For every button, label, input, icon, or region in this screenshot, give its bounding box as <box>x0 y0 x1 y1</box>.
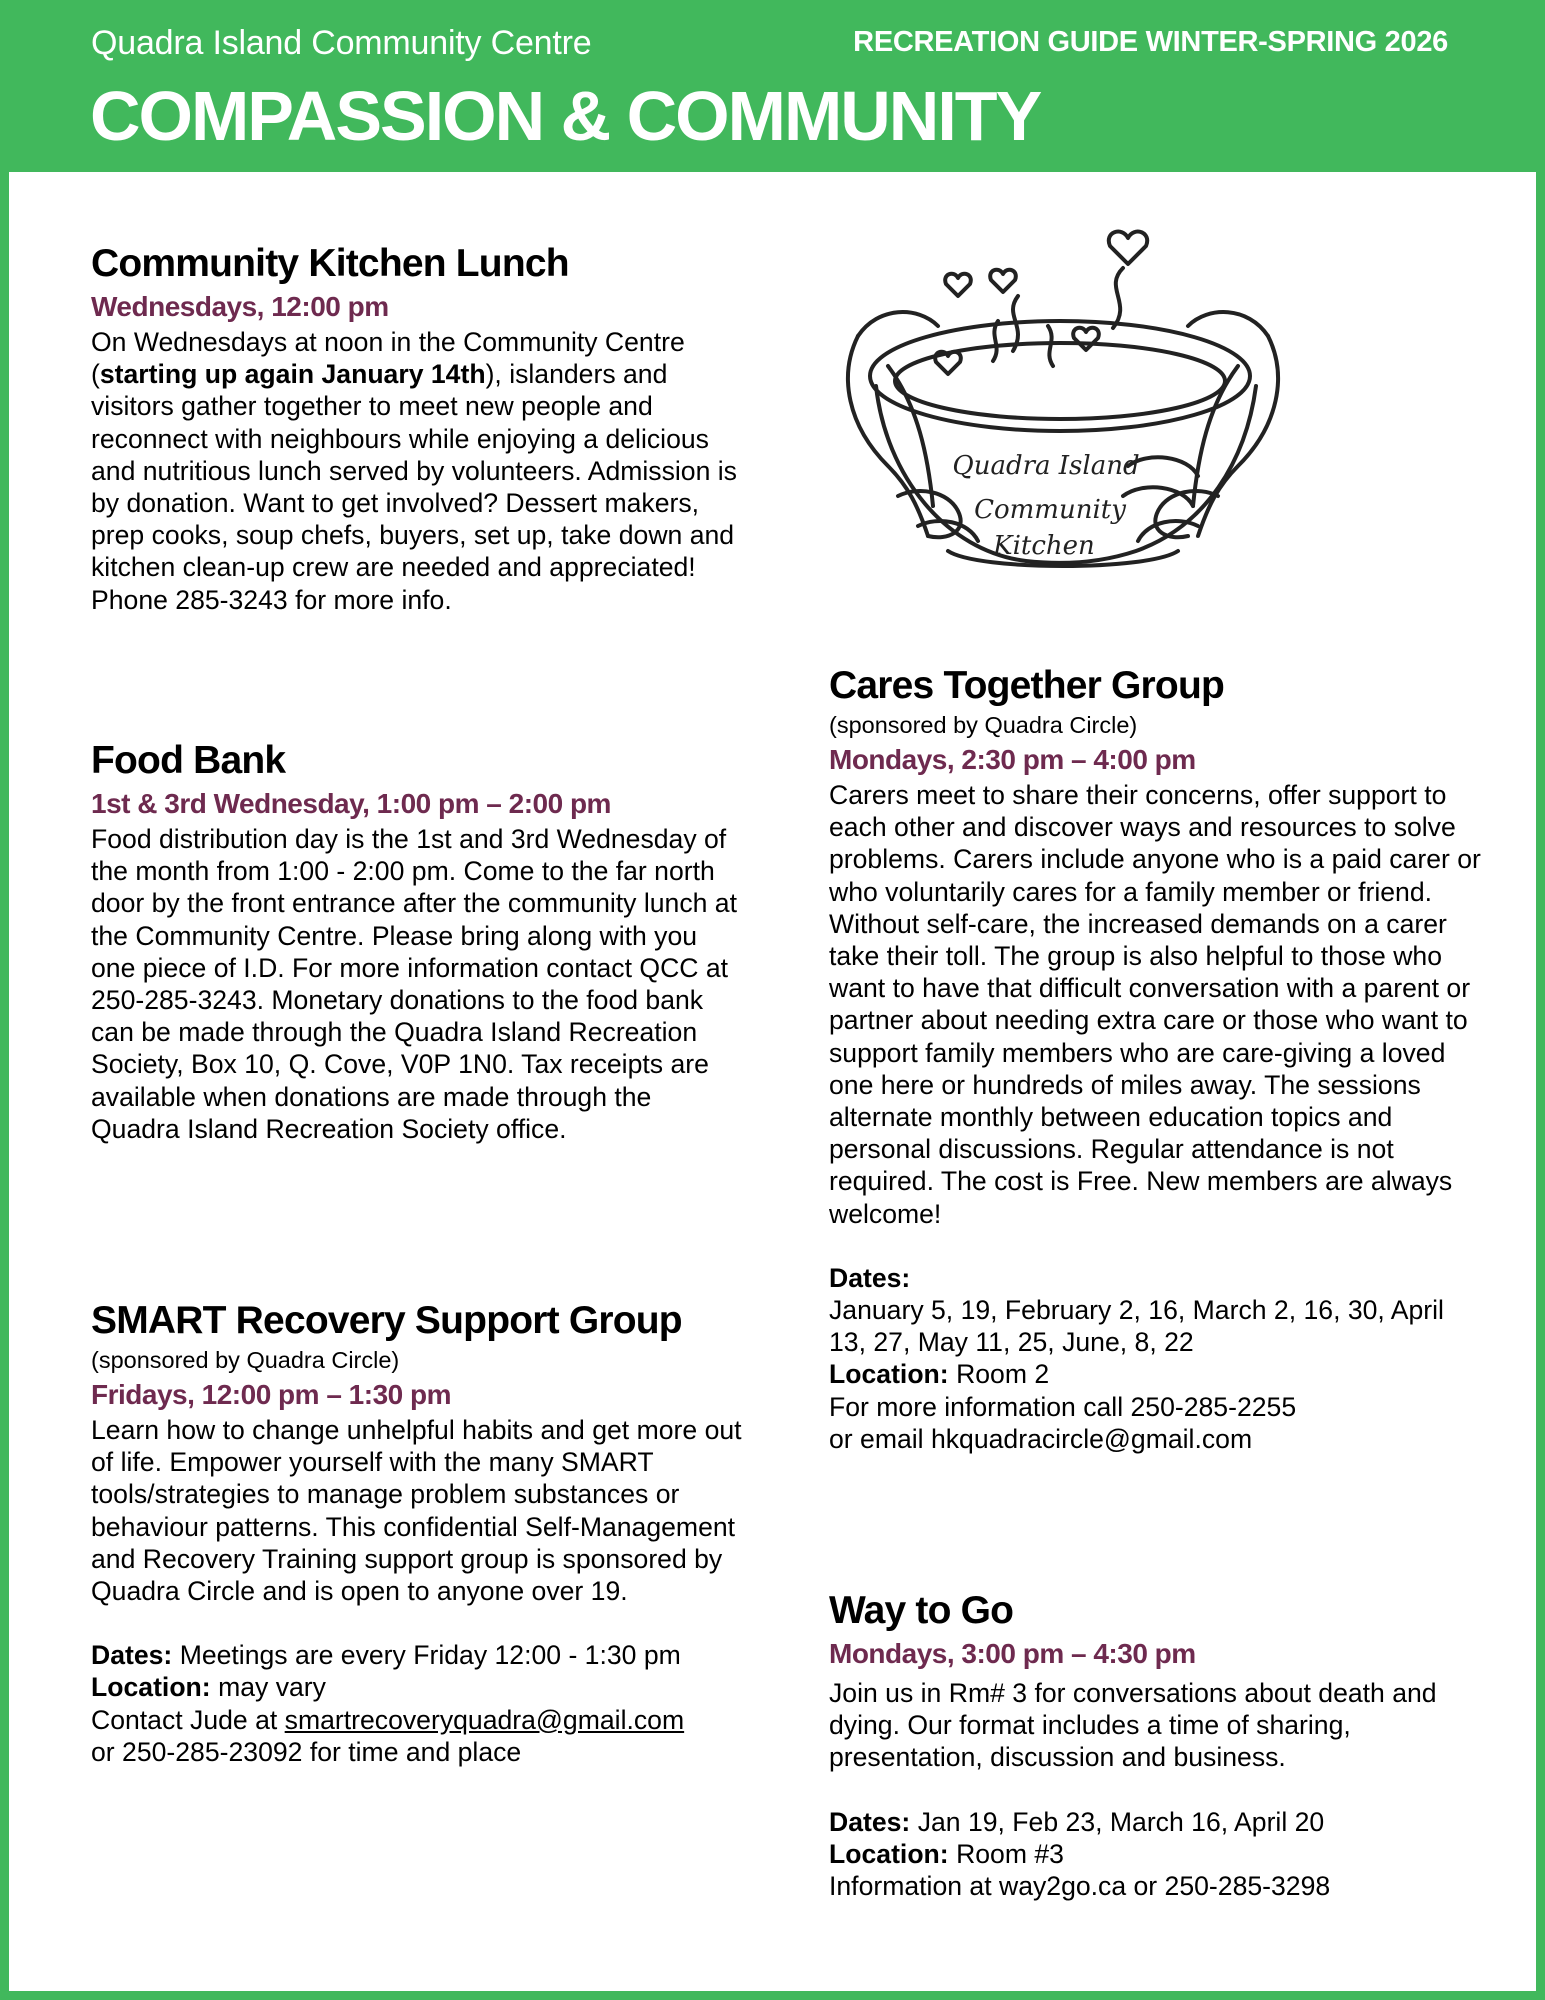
waytogo-section <box>829 1587 1489 1902</box>
kitchen-description: On Wednesdays at noon in the Community Centre (starting up again January 14th), islanders and visitors gather together to meet new people and reconnect with neighbours while enjoying a delicious and nutritious lunch served by volunteers. Admission is by donation. Want to get involved? Dessert makers, prep cooks, soup chefs, buyers, set up, take down and kitchen clean-up crew are needed and appreciated! Phone 285-3243 for more info. <box>91 327 737 615</box>
waytogo-title: Way to Go <box>829 1589 1014 1632</box>
community-kitchen-bowl-illustration <box>828 196 1288 626</box>
illustration-text-line3: Kitchen <box>993 531 1095 561</box>
cares-phone: For more information call 250-285-2255 <box>829 1391 1297 1422</box>
foodbank-schedule: 1st & 3rd Wednesday, 1:00 pm – 2:00 pm <box>91 788 611 819</box>
page-header <box>0 0 1545 172</box>
heart-icon <box>990 270 1016 292</box>
smart-email-link[interactable]: smartrecoveryquadra@gmail.com <box>284 1704 685 1735</box>
kitchen-schedule: Wednesdays, 12:00 pm <box>91 291 389 322</box>
kitchen-section <box>91 240 771 616</box>
kitchen-title: Community Kitchen Lunch <box>91 242 569 285</box>
smart-section <box>91 1297 771 1768</box>
smart-sponsor: (sponsored by Quadra Circle) <box>91 1347 400 1373</box>
heart-icon <box>1109 232 1147 264</box>
waytogo-info: Information at way2go.ca or 250-285-3298 <box>829 1871 1331 1902</box>
guide-title: RECREATION GUIDE WINTER-SPRING 2026 <box>853 26 1448 58</box>
smart-contact: Contact Jude at smartrecoveryquadra@gmail.com <box>91 1704 685 1735</box>
cares-dates-label: Dates: <box>829 1262 911 1293</box>
org-name: Quadra Island Community Centre <box>91 24 592 62</box>
smart-title: SMART Recovery Support Group <box>91 1299 682 1342</box>
waytogo-description: Join us in Rm# 3 for conversations about death and dying. Our format includes a time of sharing, presentation, discussion and business. <box>829 1678 1437 1773</box>
foodbank-section <box>91 737 771 1145</box>
waytogo-dates: Dates: Jan 19, Feb 23, March 16, April 20 <box>829 1806 1325 1837</box>
cares-title: Cares Together Group <box>829 664 1225 707</box>
foodbank-description: Food distribution day is the 1st and 3rd Wednesday of the month from 1:00 - 2:00 pm. Come to the far north door by the front entrance after the community lunch at the Community Centre. Please bring along with you one piece of I.D. For more information contact QCC at 250-285-3243. Monetary donations to the food bank can be made through the Quadra Island Recreation Society, Box 10, Q. Cove, V0P 1N0. Tax receipts are available when donations are made through the Quadra Island Recreation Society office. <box>91 824 737 1144</box>
waytogo-schedule: Mondays, 3:00 pm – 4:30 pm <box>829 1638 1196 1669</box>
illustration-text-line2: Community <box>974 495 1126 525</box>
waytogo-location: Location: Room #3 <box>829 1838 1064 1869</box>
cares-dates: January 5, 19, February 2, 16, March 2, 16, 30, April 13, 27, May 11, 25, June, 8, 22 <box>829 1295 1444 1358</box>
heart-icon <box>945 274 971 296</box>
smart-dates: Dates: Meetings are every Friday 12:00 - 1:30 pm <box>91 1640 681 1671</box>
cares-sponsor: (sponsored by Quadra Circle) <box>829 712 1138 738</box>
foodbank-title: Food Bank <box>91 739 286 782</box>
smart-schedule: Fridays, 12:00 pm – 1:30 pm <box>91 1379 452 1410</box>
cares-description: Carers meet to share their concerns, offer support to each other and discover ways and resources to solve problems. Carers include anyone who is a paid carer or who voluntarily cares for a family member or friend. Without self-care, the increased demands on a carer take their toll. The group is also helpful to those who want to have that difficult conversation with a parent or partner about needing extra care or those who want to support family members who are care-giving a loved one here or hundreds of miles away. The sessions alternate monthly between education topics and personal discussions. Regular attendance is not required. The cost is Free. New members are always welcome! <box>829 780 1481 1229</box>
smart-location: Location: may vary <box>91 1672 326 1703</box>
smart-contact-phone: or 250-285-23092 for time and place <box>91 1736 522 1767</box>
cares-email: or email hkquadracircle@gmail.com <box>829 1423 1253 1454</box>
cares-section <box>829 662 1489 1455</box>
illustration-text-line1: Quadra Island <box>952 451 1140 481</box>
page-title: COMPASSION & COMMUNITY <box>90 77 1041 155</box>
cares-location: Location: Room 2 <box>829 1359 1050 1390</box>
cares-schedule: Mondays, 2:30 pm – 4:00 pm <box>829 744 1196 775</box>
heart-icon <box>1073 328 1099 350</box>
kitchen-start-date: starting up again January 14th <box>99 359 486 390</box>
smart-description: Learn how to change unhelpful habits and get more out of life. Empower yourself with the many SMART tools/strategies to manage problem substances or behaviour patterns. This confidential Self-Management and Recovery Training support group is sponsored by Quadra Circle and is open to anyone over 19. <box>91 1415 742 1607</box>
